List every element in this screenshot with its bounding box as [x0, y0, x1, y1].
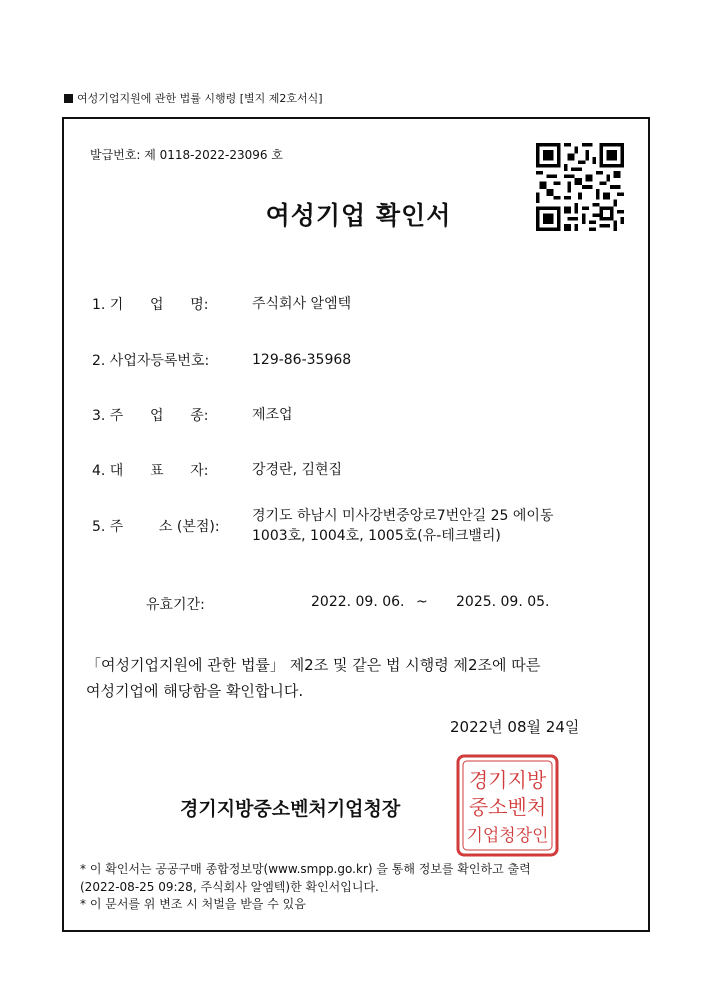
confirmation-statement — [86, 652, 540, 704]
note-line3: * 이 문서를 위 변조 시 처벌을 받을 수 있음 — [80, 897, 306, 911]
black-square-icon — [64, 94, 73, 103]
form-header — [64, 90, 323, 106]
validity-end: 2025. 09. 05. — [456, 594, 550, 610]
issue-number: 발급번호: 제 0118-2022-23096 호 — [90, 148, 283, 162]
field-address-line1: 경기도 하남시 미사강변중앙로7번안길 25 에이동 — [252, 508, 554, 524]
document-title: 여성기업 확인서 — [265, 201, 452, 230]
statement-line2: 여성기업에 해당함을 확인합니다. — [86, 682, 304, 700]
field-biz-no-label: 2. 사업자등록번호: — [92, 353, 210, 369]
field-address-label: 5. 주 소 (본점): — [92, 519, 220, 535]
validity-label: 유효기간: — [146, 597, 205, 613]
official-seal-icon — [455, 753, 560, 858]
field-address-line2: 1003호, 1004호, 1005호(유-테크밸리) — [252, 528, 501, 544]
field-company-label: 1. 기 업 명: — [92, 297, 209, 313]
field-company-value: 주식회사 알엠텍 — [252, 296, 352, 312]
field-industry-label: 3. 주 업 종: — [92, 408, 209, 424]
validity-start: 2022. 09. 06. — [311, 594, 405, 610]
issuing-authority: 경기지방중소벤처기업청장 — [180, 798, 401, 820]
statement-line1: 「여성기업지원에 관한 법률」 제2조 및 같은 법 시행령 제2조에 따른 — [86, 656, 541, 674]
note-line2: (2022-08-25 09:28, 주식회사 알엠텍)한 확인서입니다. — [80, 880, 379, 894]
seal-line2: 중소벤처 — [468, 795, 547, 819]
note-line1: * 이 확인서는 공공구매 종합정보망(www.smpp.go.kr) 을 통해 정보를 확인하고 출력 — [80, 862, 531, 876]
seal-line1: 경기지방 — [468, 768, 547, 792]
form-header-text: 여성기업지원에 관한 법률 시행령 [별지 제2호서식] — [77, 92, 323, 105]
issue-date: 2022년 08월 24일 — [450, 718, 580, 736]
seal-line3: 기업청장인 — [466, 826, 549, 846]
field-biz-no-value: 129-86-35968 — [252, 352, 352, 368]
field-ceo-label: 4. 대 표 자: — [92, 463, 209, 479]
validity-tilde: ~ — [416, 594, 428, 610]
field-ceo-value: 강경란, 김현집 — [252, 462, 343, 478]
field-industry-value: 제조업 — [252, 407, 293, 423]
